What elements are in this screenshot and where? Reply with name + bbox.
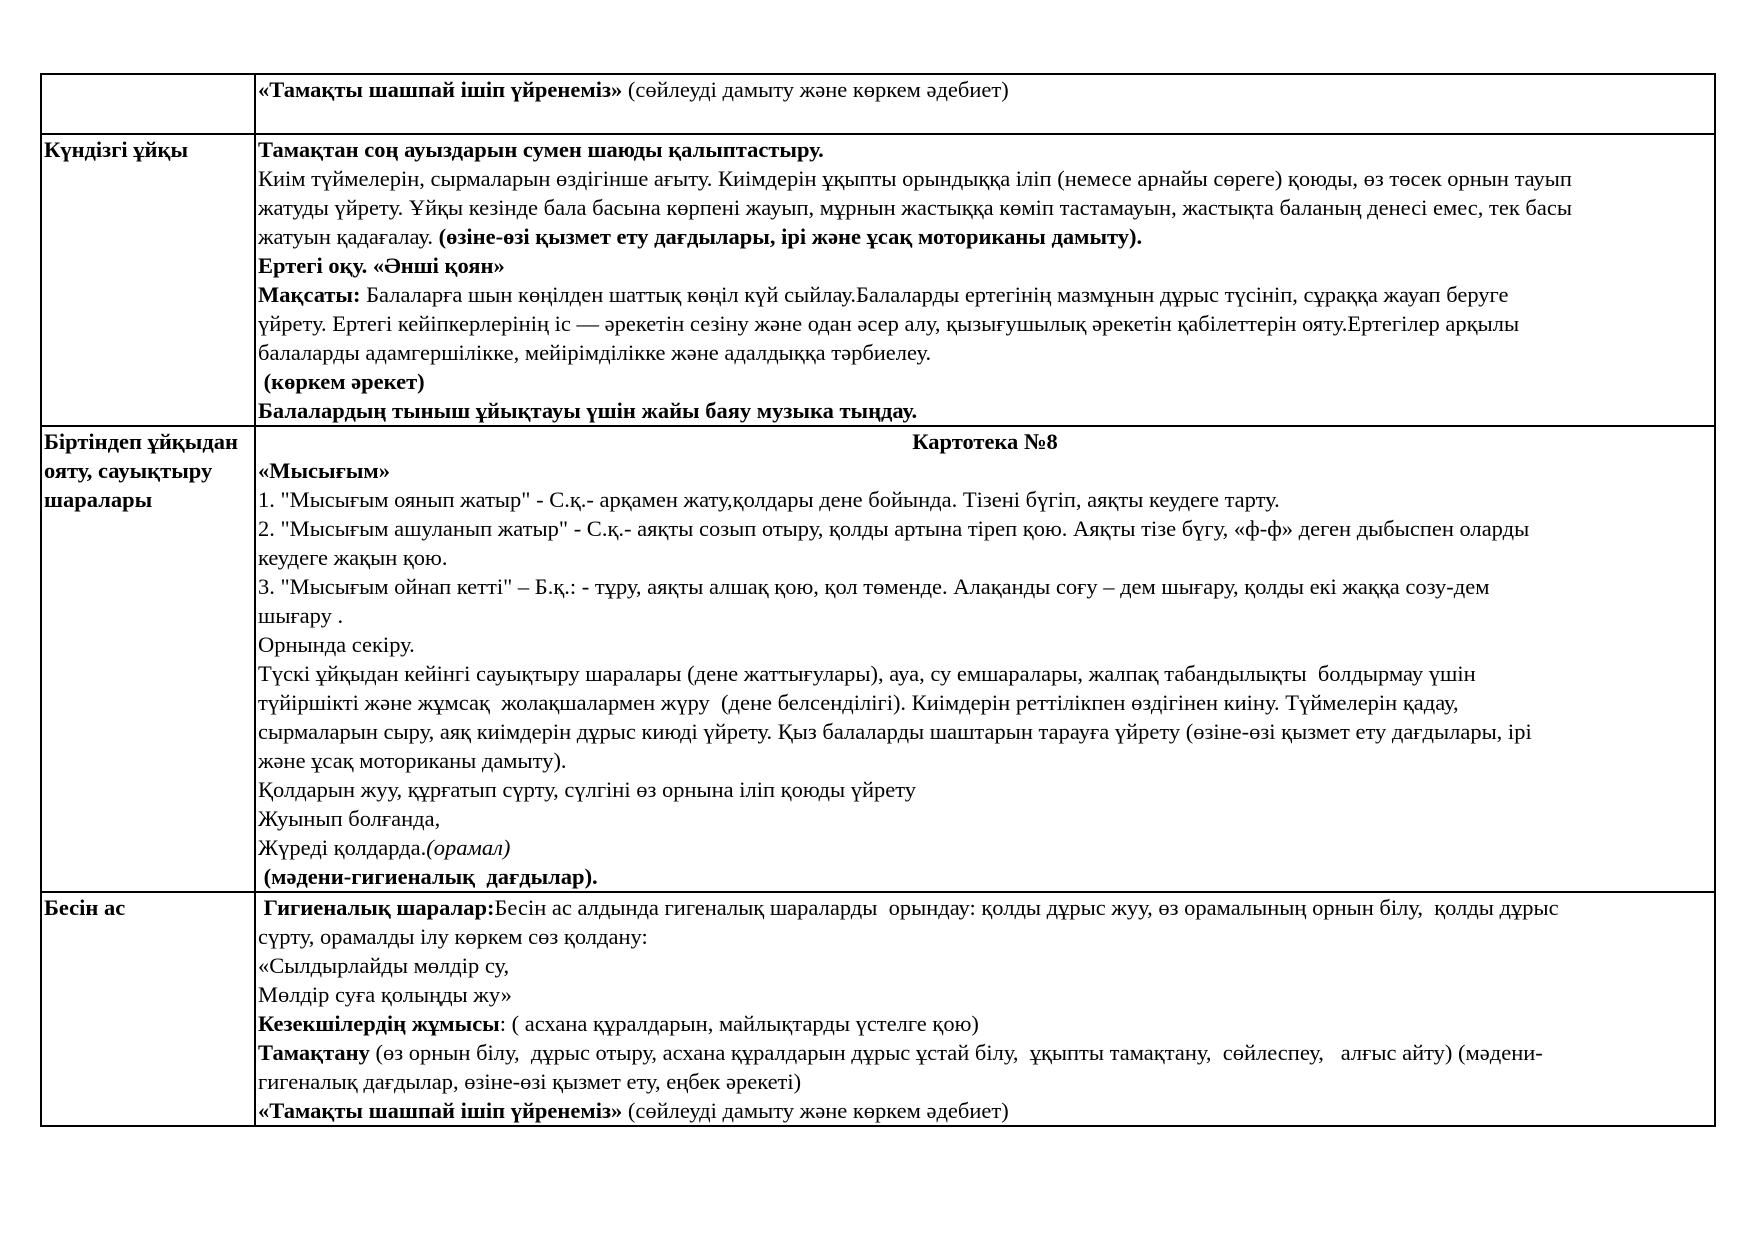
- text-segment: үйрету. Ертегі кейіпкерлерінің іс — әрекетін сезіну және одан әсер алу, қызығушылық әрекетін қабілеттерін ояту.Ертегілер арқылы: [258, 311, 1520, 336]
- text-segment: Жүреді қолдарда.: [258, 835, 427, 860]
- text-line: [258, 630, 1712, 659]
- text-segment: Картотека №8: [912, 429, 1058, 454]
- table-row: [41, 134, 1715, 426]
- text-line: [258, 514, 1712, 543]
- text-line: [258, 222, 1712, 251]
- text-segment: 3. "Мысығым ойнап кетті" – Б.қ.: - тұру, аяқты алшақ қою, қол төменде. Алақанды соғу – дем шығару, қолды екі жаққа созу-дем: [258, 574, 1490, 599]
- text-segment: жатуын қадағалау.: [258, 224, 439, 249]
- text-segment: (сөйлеуді дамыту және көркем әдебиет): [622, 1098, 1009, 1123]
- text-segment: кеудеге жақын қою.: [258, 545, 448, 570]
- row-label: Күндізгі ұйқы: [41, 134, 255, 426]
- text-segment: Гигиеналық шаралар:: [258, 895, 495, 920]
- text-line: [258, 804, 1712, 833]
- text-segment: [258, 106, 264, 131]
- text-segment: сырмаларын сыру, аяқ киімдерін дұрыс киюді үйрету. Қыз балаларды шаштарын тарауға үйрету (өзіне-өзі қызмет ету дағдылары, ірі: [258, 719, 1532, 744]
- text-segment: «Тамақты шашпай ішіп үйренеміз»: [258, 77, 623, 102]
- text-line: [258, 601, 1712, 630]
- text-line: [258, 893, 1712, 922]
- text-line: [258, 75, 1712, 104]
- row-label: [41, 74, 255, 134]
- text-segment: «Сылдырлайды мөлдір су,: [258, 953, 510, 978]
- text-segment: (көркем әрекет): [258, 369, 425, 394]
- text-line: [258, 456, 1712, 485]
- text-line: [258, 1067, 1712, 1096]
- text-line: [258, 688, 1712, 717]
- text-segment: жатуды үйрету. Ұйқы кезінде бала басына көрпені жауып, мұрнын жастыққа көміп тастамауын, жастықта баланың денесі емес, тек басы: [258, 195, 1572, 220]
- text-segment: Ертегі оқу. «Әнші қоян»: [258, 253, 505, 278]
- text-segment: (мәдени-гигиеналық дағдылар).: [258, 864, 598, 889]
- schedule-table: [40, 73, 1716, 1127]
- text-segment: Түскі ұйқыдан кейінгі сауықтыру шаралары (дене жаттығулары), ауа, су емшаралары, жалпақ табандылықты болдырмау үшін: [258, 661, 1476, 686]
- text-segment: гигеналық дағдылар, өзіне-өзі қызмет ету, еңбек әрекеті): [258, 1069, 802, 1094]
- text-segment: Мөлдір суға қолыңды жу»: [258, 982, 512, 1007]
- text-segment: сүрту, орамалды ілу көркем сөз қолдану:: [258, 924, 648, 949]
- text-segment: Кезекшілердің жұмысы: [258, 1011, 500, 1036]
- text-segment: Орнында секіру.: [258, 632, 415, 657]
- text-line: [258, 427, 1712, 456]
- text-segment: «Мысығым»: [258, 458, 390, 483]
- text-segment: Киім түймелерін, сырмаларын өздігінше ағыту. Киімдерін ұқыпты орындыққа іліп (немесе арнайы сөреге) қоюды, өз төсек орнын тауып: [258, 166, 1572, 191]
- text-segment: 1. "Мысығым оянып жатыр" - С.қ.- арқамен жату,қолдары дене бойында. Тізені бүгіп, аяқты кеудеге тарту.: [258, 487, 1280, 512]
- text-segment: Бесін ас алдында гигеналық шараларды орындау: қолды дұрыс жуу, өз орамалының орнын білу, қолды дұрыс: [494, 895, 1559, 920]
- row-label: Бесін ас: [41, 892, 255, 1126]
- text-line: [258, 367, 1712, 396]
- schedule-table-body: [41, 74, 1715, 1126]
- text-line: [258, 922, 1712, 951]
- text-segment: Балаларға шын көңілден шаттық көңіл күй сыйлау.Балаларды ертегінің мазмұнын дұрыс түсініп, сұраққа жауап беруге: [360, 282, 1509, 307]
- text-line: [258, 862, 1712, 891]
- text-segment: балаларды адамгершілікке, мейірімділікке және адалдыққа тәрбиелеу.: [258, 340, 932, 365]
- text-segment: Тамақтан соң ауыздарын сумен шаюды қалыптастыру.: [258, 137, 824, 162]
- text-line: [258, 1009, 1712, 1038]
- text-line: [258, 1096, 1712, 1125]
- text-line: [258, 980, 1712, 1009]
- text-segment: Балалардың тыныш ұйықтауы үшін жайы баяу музыка тыңдау.: [258, 398, 918, 423]
- text-segment: Жуынып болғанда,: [258, 806, 441, 831]
- text-line: [258, 338, 1712, 367]
- text-line: [258, 1038, 1712, 1067]
- text-segment: Тамақтану: [258, 1040, 370, 1065]
- text-segment: Мақсаты:: [258, 282, 361, 307]
- text-line: [258, 833, 1712, 862]
- text-segment: түйіршікті және жұмсақ жолақшалармен жүру (дене белсенділігі). Киімдерін реттілікпен өздігінен киіну. Түймелерін қадау,: [258, 690, 1459, 715]
- text-line: [258, 775, 1712, 804]
- text-segment: (орамал): [426, 835, 511, 860]
- text-segment: 2. "Мысығым ашуланып жатыр" - С.қ.- аяқты созып отыру, қолды артына тіреп қою. Аяқты тізе бүгу, «ф-ф» деген дыбыспен оларды: [258, 516, 1530, 541]
- text-line: [258, 659, 1712, 688]
- text-segment: Қолдарын жуу, құрғатып сүрту, сүлгіні өз орнына іліп қоюды үйрету: [258, 777, 917, 802]
- row-content: [255, 134, 1715, 426]
- text-segment: (өз орнын білу, дұрыс отыру, асхана құралдарын дұрыс ұстай білу, ұқыпты тамақтану, сөйлеспеу, алғыс айту) (мәдени-: [369, 1040, 1543, 1065]
- row-content: [255, 426, 1715, 892]
- text-line: [258, 193, 1712, 222]
- text-line: [258, 135, 1712, 164]
- text-segment: шығару .: [258, 603, 344, 628]
- text-segment: : ( асхана құралдарын, майлықтарды үстелге қою): [499, 1011, 979, 1036]
- text-segment: «Тамақты шашпай ішіп үйренеміз»: [258, 1098, 623, 1123]
- text-line: [258, 746, 1712, 775]
- text-line: [258, 104, 1712, 133]
- text-line: [258, 396, 1712, 425]
- table-row: [41, 892, 1715, 1126]
- text-line: [258, 543, 1712, 572]
- table-row: [41, 426, 1715, 892]
- table-row: [41, 74, 1715, 134]
- row-label: Біртіндеп ұйқыдан ояту, сауықтыру шаралары: [41, 426, 255, 892]
- text-line: [258, 572, 1712, 601]
- text-line: [258, 309, 1712, 338]
- text-line: [258, 717, 1712, 746]
- row-content: [255, 892, 1715, 1126]
- text-line: [258, 280, 1712, 309]
- text-line: [258, 251, 1712, 280]
- text-segment: (өзіне-өзі қызмет ету дағдылары, ірі және ұсақ моториканы дамыту).: [438, 224, 1143, 249]
- text-segment: және ұсақ моториканы дамыту).: [258, 748, 567, 773]
- text-line: [258, 951, 1712, 980]
- text-line: [258, 164, 1712, 193]
- text-line: [258, 485, 1712, 514]
- text-segment: (сөйлеуді дамыту және көркем әдебиет): [622, 77, 1009, 102]
- row-content: [255, 74, 1715, 134]
